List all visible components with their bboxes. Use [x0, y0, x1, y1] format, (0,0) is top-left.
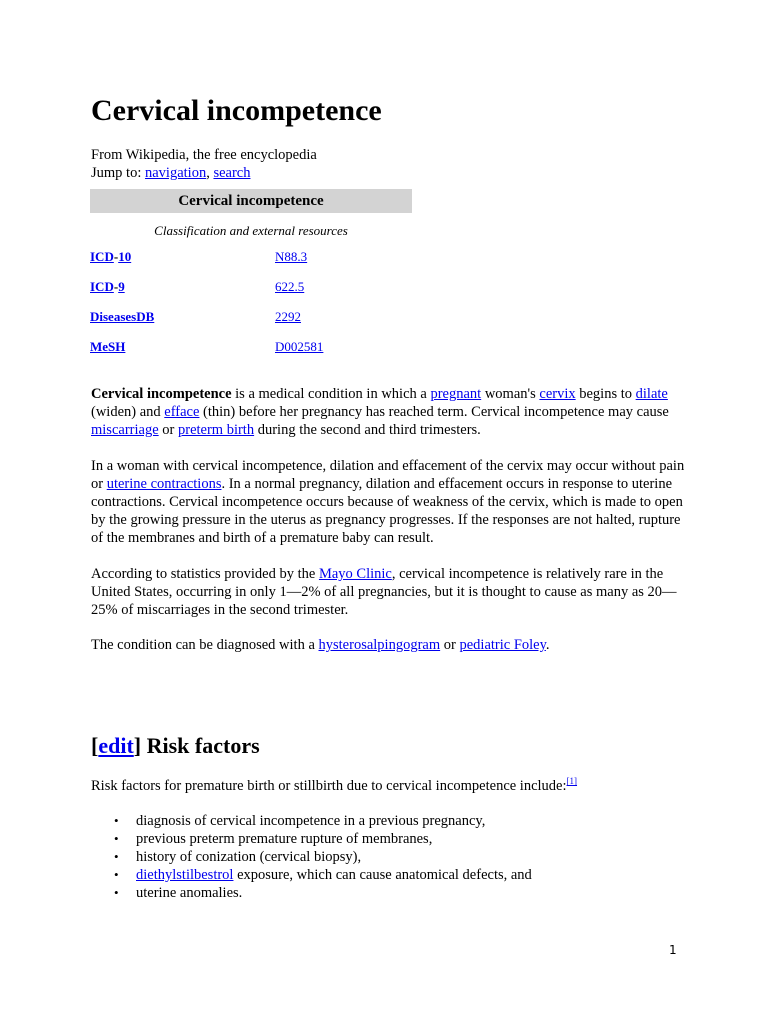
list-item: • previous preterm premature rupture of membranes,: [136, 830, 696, 848]
text: (thin) before her pregnancy has reached term. Cervical incompetence may cause: [199, 404, 669, 420]
risk-factor-list: [91, 812, 696, 902]
text: According to statistics provided by the: [91, 566, 319, 582]
infobox-row-mesh: [90, 333, 412, 363]
infobox-key: [90, 279, 125, 295]
infobox-value-link[interactable]: D002581: [275, 339, 324, 354]
text: (widen) and: [91, 404, 165, 420]
diethylstilbestrol-link[interactable]: diethylstilbestrol: [136, 867, 234, 883]
navigation-link[interactable]: navigation: [144, 165, 207, 181]
open-bracket: [: [91, 733, 99, 758]
section-heading-risk-factors: [91, 731, 260, 761]
page-number: 1: [669, 943, 677, 957]
text: , cervical incompetence is relatively rare in the United States, occurring in only 1—2% of all pregnancies, but it is thought to cause as many as 20—25% of miscarriages in the second trimester.: [91, 566, 677, 618]
tagline: From Wikipedia, the free encyclopedia: [91, 147, 317, 163]
infobox-value-link[interactable]: 2292: [275, 309, 301, 324]
preterm-birth-link[interactable]: preterm birth: [177, 422, 255, 438]
intro-paragraph-3: [91, 565, 691, 619]
pregnant-link[interactable]: pregnant: [430, 386, 482, 402]
jump-to: [91, 164, 317, 182]
uterine-contractions-link[interactable]: uterine contractions: [106, 476, 222, 492]
list-item: [136, 866, 696, 884]
text: Risk factors for premature birth or stillbirth due to cervical incompetence include:: [91, 778, 567, 794]
section-title: Risk factors: [141, 733, 260, 758]
key-separator: -: [113, 279, 119, 294]
text: is a medical condition in which a: [231, 386, 431, 402]
page-title: Cervical incompetence: [91, 94, 382, 127]
text: woman's: [481, 386, 540, 402]
close-bracket: ]: [133, 733, 142, 758]
icd-link[interactable]: ICD: [90, 249, 114, 264]
miscarriage-link[interactable]: miscarriage: [91, 422, 159, 438]
infobox-title: Cervical incompetence: [90, 189, 412, 213]
icd-version-link[interactable]: 9: [118, 279, 125, 294]
icd-link[interactable]: ICD: [90, 279, 114, 294]
infobox-value-link[interactable]: N88.3: [275, 249, 308, 264]
text: In a woman with cervical incompetence, dilation and effacement of the cervix may occur without pain or: [91, 458, 685, 492]
text: exposure, which can cause anatomical defects, and: [233, 867, 532, 883]
list-item: • diagnosis of cervical incompetence in a previous pregnancy,: [136, 812, 696, 830]
text: .: [545, 637, 550, 653]
intro-paragraph-1: [91, 385, 691, 439]
edit-link[interactable]: edit: [98, 733, 134, 758]
efface-link[interactable]: efface: [164, 404, 200, 420]
text: The condition can be diagnosed with a: [91, 637, 319, 653]
infobox-row-icd9: [90, 273, 412, 303]
infobox: [90, 189, 412, 363]
text: begins to: [575, 386, 636, 402]
dilate-link[interactable]: dilate: [635, 386, 668, 402]
infobox-key: [90, 249, 131, 265]
article-meta: [91, 146, 317, 182]
search-link[interactable]: search: [213, 165, 251, 181]
risk-intro: [91, 777, 691, 795]
text: or: [440, 637, 460, 653]
diseasesdb-link[interactable]: DiseasesDB: [90, 309, 155, 324]
list-item: • history of conization (cervical biopsy),: [136, 848, 696, 866]
reference-link[interactable]: [1]: [566, 776, 578, 787]
jump-separator: ,: [206, 165, 214, 181]
mayo-clinic-link[interactable]: Mayo Clinic: [318, 566, 392, 582]
pediatric-foley-link[interactable]: pediatric Foley: [459, 637, 546, 653]
infobox-subtitle: Classification and external resources: [154, 223, 348, 238]
infobox-row-icd10: [90, 243, 412, 273]
infobox-value-link[interactable]: 622.5: [275, 279, 305, 294]
hysterosalpingogram-link[interactable]: hysterosalpingogram: [318, 637, 441, 653]
text: . In a normal pregnancy, dilation and effacement occurs in response to uterine contractions. Cervical incompetence occurs because of weakness of the cervix, which is made to open by the growing pressure in the uterus as pregnancy progresses. If the responses are not halted, rupture of the membranes and birth of a premature baby can result.: [91, 476, 683, 546]
list-item: • uterine anomalies.: [136, 884, 696, 902]
key-separator: -: [113, 249, 119, 264]
jump-to-label: Jump to:: [91, 165, 145, 181]
cervix-link[interactable]: cervix: [539, 386, 576, 402]
intro-paragraph-4: [91, 636, 691, 654]
term-bold: Cervical incompetence: [91, 386, 232, 402]
text: or: [158, 422, 178, 438]
icd-version-link[interactable]: 10: [118, 249, 132, 264]
text: during the second and third trimesters.: [254, 422, 481, 438]
intro-paragraph-2: [91, 457, 691, 547]
mesh-link[interactable]: MeSH: [90, 339, 126, 354]
infobox-row-diseasesdb: [90, 303, 412, 333]
